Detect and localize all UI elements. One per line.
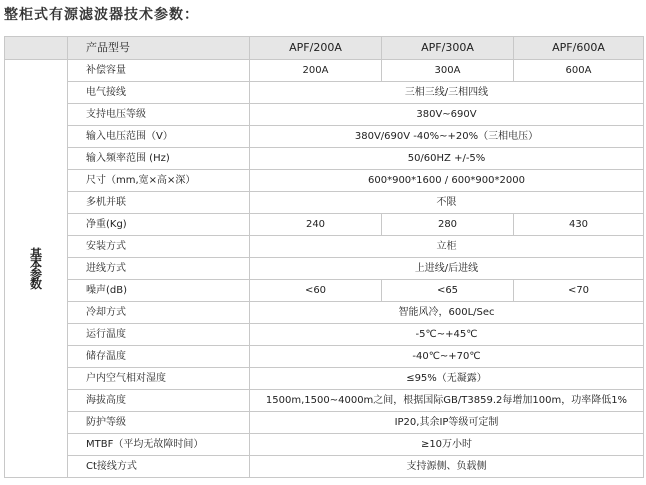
table-row xyxy=(5,214,644,236)
row-value-cell: 430 xyxy=(514,214,644,236)
row-merged-value-cell: 三相三线/三相四线 xyxy=(250,82,644,104)
row-value-cell: 240 xyxy=(250,214,382,236)
row-merged-value-cell: IP20,其余IP等级可定制 xyxy=(250,412,644,434)
table-row xyxy=(5,104,644,126)
row-value-cell: 300A xyxy=(382,60,514,82)
row-label: 电气接线 xyxy=(68,82,250,104)
row-merged-value-cell: 立柜 xyxy=(250,236,644,258)
table-row xyxy=(5,346,644,368)
row-label: MTBF（平均无故障时间） xyxy=(68,434,250,456)
row-label: 运行温度 xyxy=(68,324,250,346)
table-row xyxy=(5,280,644,302)
row-label: 净重(Kg) xyxy=(68,214,250,236)
row-merged-value-cell: -5℃~+45℃ xyxy=(250,324,644,346)
row-label: 尺寸（mm,宽×高×深） xyxy=(68,170,250,192)
table-row xyxy=(5,60,644,82)
row-merged-value-cell: ≥10万小时 xyxy=(250,434,644,456)
table-row xyxy=(5,368,644,390)
row-merged-value-cell: 支持源侧、负载侧 xyxy=(250,456,644,478)
group-label-cell xyxy=(5,60,68,478)
row-label: 进线方式 xyxy=(68,258,250,280)
row-value-cell: 200A xyxy=(250,60,382,82)
table-header-row xyxy=(5,37,644,60)
row-label: 支持电压等级 xyxy=(68,104,250,126)
row-value-cell: <70 xyxy=(514,280,644,302)
spec-table xyxy=(4,36,644,478)
row-label: 冷却方式 xyxy=(68,302,250,324)
row-label: 补偿容量 xyxy=(68,60,250,82)
table-row xyxy=(5,302,644,324)
group-label-char: 数 xyxy=(29,276,42,291)
row-label: 海拔高度 xyxy=(68,390,250,412)
header-model-cell: APF/600A xyxy=(514,37,644,60)
header-model-cell: APF/300A xyxy=(382,37,514,60)
row-value-cell: 600A xyxy=(514,60,644,82)
table-row xyxy=(5,456,644,478)
table-row xyxy=(5,170,644,192)
row-value-cell: <65 xyxy=(382,280,514,302)
row-merged-value-cell: 380V/690V -40%~+20%（三相电压） xyxy=(250,126,644,148)
row-label: 储存温度 xyxy=(68,346,250,368)
row-label: 防护等级 xyxy=(68,412,250,434)
row-label: 输入频率范围 (Hz) xyxy=(68,148,250,170)
row-label: 输入电压范围（V） xyxy=(68,126,250,148)
row-merged-value-cell: 上进线/后进线 xyxy=(250,258,644,280)
table-row xyxy=(5,126,644,148)
group-label-char: 基 xyxy=(29,246,42,261)
header-label-cell: 产品型号 xyxy=(68,37,250,60)
table-row xyxy=(5,434,644,456)
table-row xyxy=(5,192,644,214)
row-label: 户内空气相对湿度 xyxy=(68,368,250,390)
group-label-char: 本 xyxy=(29,256,42,271)
row-merged-value-cell: 1500m,1500~4000m之间，根据国际GB/T3859.2每增加100m，功率降低1% xyxy=(250,390,644,412)
header-model-cell: APF/200A xyxy=(250,37,382,60)
row-label: 安装方式 xyxy=(68,236,250,258)
row-label: 多机并联 xyxy=(68,192,250,214)
table-row xyxy=(5,324,644,346)
page-title: 整柜式有源滤波器技术参数： xyxy=(4,7,199,23)
row-merged-value-cell: 智能风冷，600L/Sec xyxy=(250,302,644,324)
table-row xyxy=(5,258,644,280)
group-label-char: 参 xyxy=(29,266,42,281)
table-row xyxy=(5,412,644,434)
header-corner-cell xyxy=(5,37,68,60)
row-merged-value-cell: 600*900*1600 / 600*900*2000 xyxy=(250,170,644,192)
table-row xyxy=(5,148,644,170)
table-row xyxy=(5,82,644,104)
table-row xyxy=(5,236,644,258)
row-merged-value-cell: 380V~690V xyxy=(250,104,644,126)
row-merged-value-cell: 不限 xyxy=(250,192,644,214)
row-label: 噪声(dB) xyxy=(68,280,250,302)
row-label: Ct接线方式 xyxy=(68,456,250,478)
row-merged-value-cell: 50/60HZ +/-5% xyxy=(250,148,644,170)
table-row xyxy=(5,390,644,412)
row-value-cell: <60 xyxy=(250,280,382,302)
row-value-cell: 280 xyxy=(382,214,514,236)
row-merged-value-cell: -40℃~+70℃ xyxy=(250,346,644,368)
row-merged-value-cell: ≤95%（无凝露） xyxy=(250,368,644,390)
